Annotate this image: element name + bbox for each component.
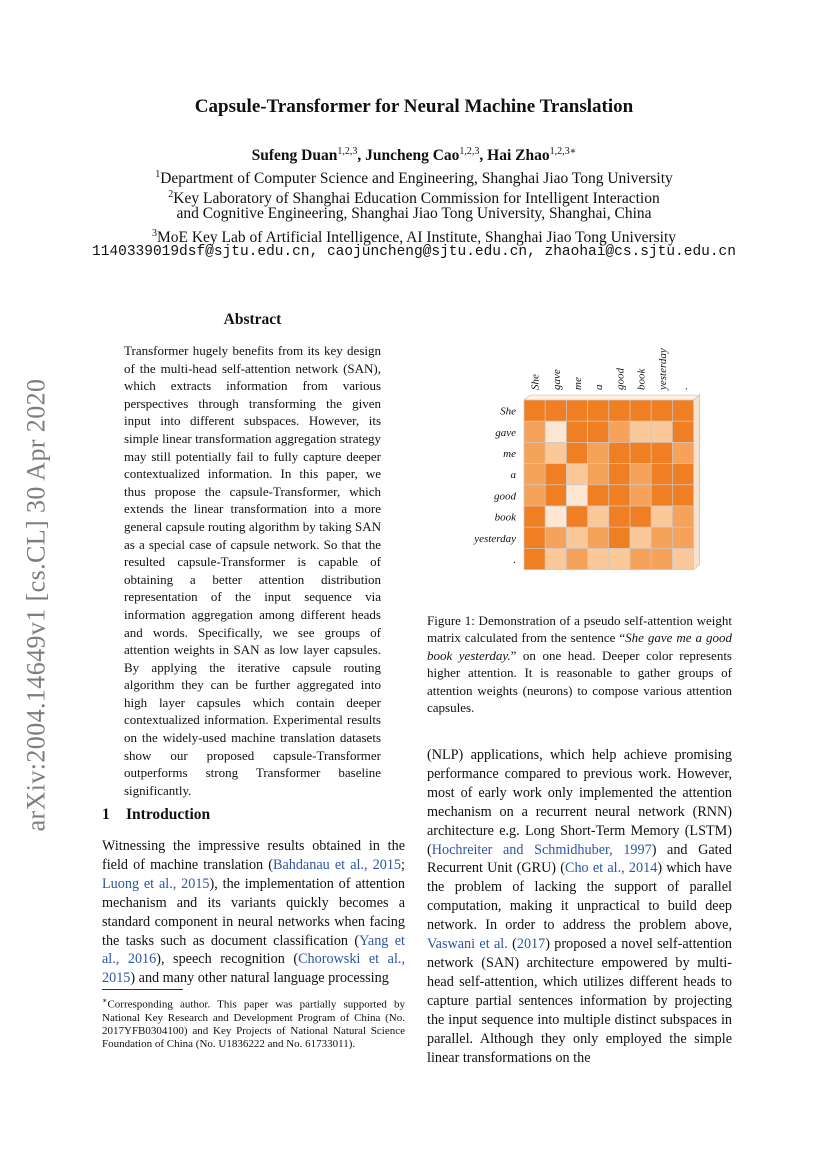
abstract-heading: Abstract xyxy=(223,311,282,328)
attention-cell xyxy=(524,442,545,463)
attention-cell xyxy=(566,506,587,527)
attention-cell xyxy=(545,400,566,421)
attention-cell xyxy=(672,548,693,569)
affiliation-sup: 2 xyxy=(168,189,174,200)
row-token-label: me xyxy=(503,448,516,460)
attention-cell xyxy=(545,506,566,527)
footnote-rule xyxy=(102,989,183,990)
attention-cell xyxy=(651,421,672,442)
column-token-label: me xyxy=(572,377,584,390)
attention-cell xyxy=(672,400,693,421)
attention-cell xyxy=(651,400,672,421)
attention-cell xyxy=(524,506,545,527)
attention-cell xyxy=(588,421,609,442)
citation-link[interactable]: Luong et al., 2015 xyxy=(102,875,210,892)
attention-cell xyxy=(651,442,672,463)
attention-cell xyxy=(524,485,545,506)
attention-cell xyxy=(630,527,651,548)
footnote-mark: ∗ xyxy=(102,996,108,1005)
intro-left-column xyxy=(102,837,405,988)
attention-cell xyxy=(651,485,672,506)
citation-link[interactable]: Bahdanau et al., 2015 xyxy=(272,856,402,873)
column-token-label: good xyxy=(614,368,627,390)
attention-cell xyxy=(609,527,630,548)
attention-cell xyxy=(630,400,651,421)
body-text: ( xyxy=(507,936,517,953)
citation-link[interactable]: Hochreiter and Schmidhuber, 1997 xyxy=(431,841,652,858)
paper-title: Capsule-Transformer for Neural Machine Translation xyxy=(194,96,634,117)
attention-cell xyxy=(545,442,566,463)
citation-link[interactable]: Cho et al., 2014 xyxy=(565,860,658,877)
citation-link[interactable]: Yang et al., 2016 xyxy=(102,932,405,968)
attention-cell xyxy=(609,400,630,421)
attention-cell xyxy=(588,506,609,527)
arxiv-stamp xyxy=(12,360,60,850)
author-emails: 1140339019dsf@sjtu.edu.cn, caojuncheng@sjtu.edu.cn, zhaohai@cs.sjtu.edu.cn xyxy=(92,244,736,260)
author-name: Juncheng Cao xyxy=(365,147,460,165)
attention-cell xyxy=(630,464,651,485)
attention-cell xyxy=(651,527,672,548)
author-affil-sup: 1,2,3∗ xyxy=(549,146,577,157)
attention-cell xyxy=(609,421,630,442)
body-text: ) which have the problem of lacking the support of parallel computation, making it unpractical to build deep network. In order to address the problem above, xyxy=(427,860,732,934)
attention-cell xyxy=(588,485,609,506)
body-text: ; xyxy=(401,856,405,873)
italic-text: She gave me a good book yesterday. xyxy=(427,630,733,663)
attention-cell xyxy=(524,548,545,569)
attention-cell xyxy=(524,464,545,485)
body-text: ” on one head. Deeper color represents higher attention. It is reasonable to gather groups of attention weights (neurons) to compose various attention capsules. xyxy=(427,647,732,716)
citation-link[interactable]: Chorowski et al., 2015 xyxy=(102,951,405,987)
attention-cell xyxy=(651,464,672,485)
attention-cell xyxy=(545,485,566,506)
body-text: Figure 1: Demonstration of a pseudo self-attention weight matrix calculated from the sentence “ xyxy=(427,613,732,646)
affiliation-text: Department of Computer Science and Engineering, Shanghai Jiao Tong University xyxy=(160,170,673,188)
attention-cell xyxy=(630,548,651,569)
attention-cell xyxy=(609,485,630,506)
abstract-text: Transformer hugely benefits from its key design of the multi-head self-attention network (SAN), which extracts information from various perspectives through transforming the given input into different subspaces. However, its simple linear transformation aggregation strategy may still potentially fail to fully capture deeper contextualized information. In this paper, we thus propose the capsule-Transformer, which extends the linear transformation into a more general capsule routing algorithm by taking SAN as a special case of capsule network. So that the resulted capsule-Transformer is capable of obtaining a better attention distribution representation of the input sequence via information aggregation among different heads and words. Specifically, we see groups of attention weights in SAN as low layer capsules. By applying the iterative capsule routing algorithm they can be further aggregated into high layer capsules which contain deeper contextualized information. Experimental results on the widely-used machine translation datasets show our proposed capsule-Transformer outperforms strong Transformer baseline significantly. xyxy=(124,343,381,798)
attention-cell xyxy=(672,527,693,548)
footnote xyxy=(102,994,405,1051)
attention-cell xyxy=(588,442,609,463)
affiliation-sup: 3 xyxy=(151,228,157,239)
row-token-label: gave xyxy=(495,426,516,439)
attention-cell xyxy=(524,400,545,421)
attention-cell xyxy=(672,485,693,506)
intro-right-column xyxy=(427,746,732,1067)
attention-cell xyxy=(651,506,672,527)
attention-cell xyxy=(545,548,566,569)
attention-cell xyxy=(630,421,651,442)
column-token-label: gave xyxy=(550,369,563,390)
attention-cell xyxy=(566,464,587,485)
affiliation-sup: 1 xyxy=(155,169,161,180)
footnote-text: Corresponding author. This paper was partially supported by National Key Research and Development Program of China (No. 2017YFB0304100) and Key Projects of National Natural Science Foundation of China (No. U1836222 and No. 61733011). xyxy=(102,998,405,1050)
attention-cell xyxy=(630,506,651,527)
attention-cell xyxy=(609,442,630,463)
figure-caption xyxy=(427,612,732,716)
matrix-top-face xyxy=(524,395,700,400)
attention-cell xyxy=(588,527,609,548)
attention-cell xyxy=(651,548,672,569)
body-text: ), the implementation of attention mechanism and its variants quickly becomes a standard component in neural networks when facing the tasks such as document classification ( xyxy=(102,875,405,949)
author-affil-sup: 1,2,3 xyxy=(459,146,480,157)
author-name: Sufeng Duan xyxy=(251,147,338,165)
attention-cell xyxy=(545,464,566,485)
attention-cell xyxy=(588,400,609,421)
affiliation-text: MoE Key Lab of Artificial Intelligence, AI Institute, Shanghai Jiao Tong University xyxy=(156,229,677,247)
affiliation-line xyxy=(0,204,828,224)
attention-cell xyxy=(566,421,587,442)
row-token-label: a xyxy=(510,469,516,482)
section-title: Introduction xyxy=(126,806,211,823)
attention-cell xyxy=(672,442,693,463)
attention-cell xyxy=(672,464,693,485)
column-token-label: yesterday xyxy=(656,348,669,390)
attention-cell xyxy=(566,400,587,421)
body-text: ) and Gated Recurrent Unit (GRU) ( xyxy=(427,841,732,877)
affiliation-text: Key Laboratory of Shanghai Education Commission for Intelligent Interaction xyxy=(173,190,660,208)
matrix-side-face xyxy=(694,395,700,570)
body-text: ) proposed a novel self-attention network (SAN) architecture empowered by multi-head self-attention, which utilizes different heads to capture partial sentences information by projecting the input sequence into multiple distinct subspaces in parallel. Although they only employed the simple linear transformations on the xyxy=(427,936,733,1066)
attention-cell xyxy=(672,506,693,527)
body-text: ) and many other natural language processing xyxy=(130,970,389,987)
row-token-label: She xyxy=(500,405,516,418)
body-text: (NLP) applications, which help achieve promising performance compared to previous work. However, most of early work only implemented the attention mechanism on a recurrent neural network (RNN) architecture e.g. Long Short-Term Memory (LSTM) ( xyxy=(427,747,732,858)
citation-link[interactable]: Vaswani et al. xyxy=(427,936,508,953)
body-text: ), speech recognition ( xyxy=(156,951,299,968)
body-text: Witnessing the impressive results obtained in the field of machine translation ( xyxy=(102,838,405,873)
attention-cell xyxy=(545,421,566,442)
column-token-label: She xyxy=(529,374,542,390)
attention-cell xyxy=(588,464,609,485)
attention-cell xyxy=(609,464,630,485)
author-affil-sup: 1,2,3 xyxy=(337,146,358,157)
row-token-label: yesterday xyxy=(474,532,516,545)
row-token-label: book xyxy=(494,511,516,524)
arxiv-stamp-text: arXiv:2004.14649v1 [cs.CL] 30 Apr 2020 xyxy=(21,378,51,832)
attention-cell xyxy=(566,442,587,463)
attention-cell xyxy=(524,527,545,548)
column-token-label: a xyxy=(593,384,606,390)
attention-cell xyxy=(588,548,609,569)
attention-cell xyxy=(609,548,630,569)
attention-cell xyxy=(630,485,651,506)
attention-cell xyxy=(609,506,630,527)
column-token-label: book xyxy=(635,368,648,390)
author-name: Hai Zhao xyxy=(487,147,550,165)
attention-cell xyxy=(672,421,693,442)
attention-cell xyxy=(566,548,587,569)
column-token-label: . xyxy=(678,387,690,390)
author-list: Sufeng Duan$^{1,2,3}$, Juncheng Cao$^{1,2,3}$, Hai Zhao$^{1,2,3∗}$ xyxy=(251,146,577,165)
row-token-label: good xyxy=(494,490,516,503)
attention-cell xyxy=(566,485,587,506)
citation-link[interactable]: 2017 xyxy=(516,936,546,953)
affiliation-text: and Cognitive Engineering, Shanghai Jiao Tong University, Shanghai, China xyxy=(176,205,652,222)
attention-cell xyxy=(566,527,587,548)
row-token-label: . xyxy=(513,554,516,566)
attention-cell xyxy=(524,421,545,442)
section-number: 1 xyxy=(102,806,110,823)
attention-cell xyxy=(545,527,566,548)
section-heading xyxy=(102,806,210,824)
attention-matrix-figure xyxy=(460,330,740,582)
attention-cell xyxy=(630,442,651,463)
